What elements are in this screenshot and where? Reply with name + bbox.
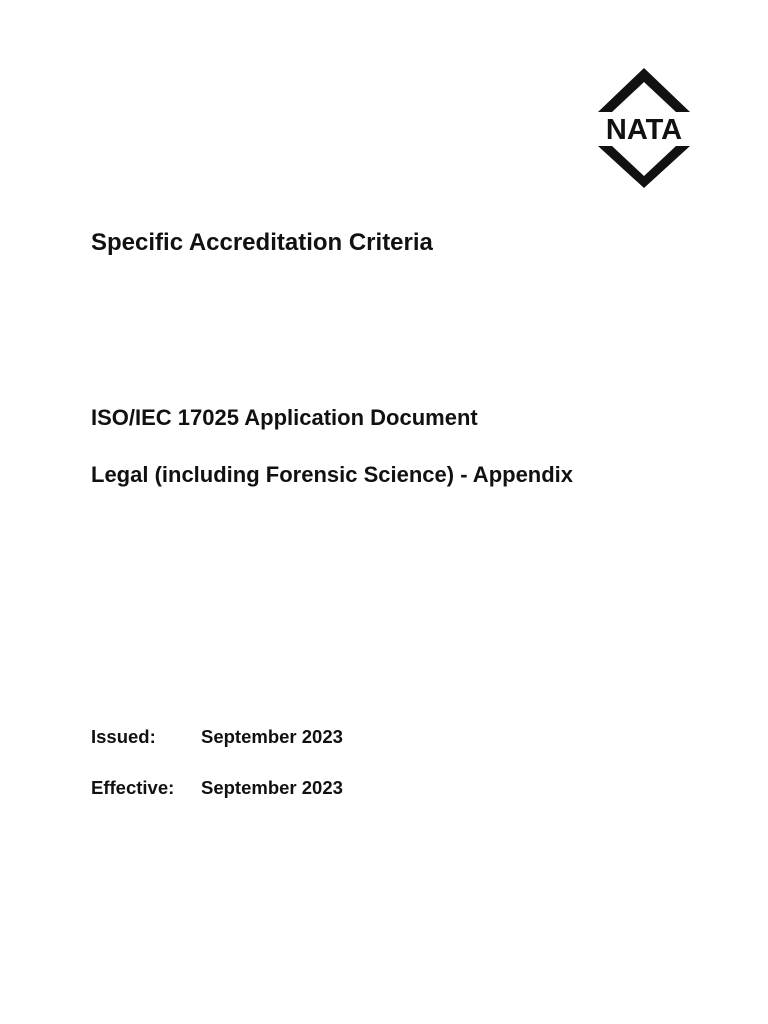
document-subtitle-appendix: Legal (including Forensic Science) - Appendix: [91, 462, 574, 487]
issued-value: September 2023: [201, 726, 343, 747]
logo-text: NATA: [605, 114, 683, 146]
effective-row: [91, 777, 343, 799]
nata-diamond-icon: [588, 66, 700, 190]
document-subtitle-standard: ISO/IEC 17025 Application Document: [91, 405, 478, 430]
document-title: Specific Accreditation Criteria: [91, 229, 433, 256]
nata-logo: [588, 66, 700, 190]
issued-label: Issued:: [91, 726, 156, 747]
effective-value: September 2023: [201, 777, 343, 798]
effective-label: Effective:: [91, 777, 175, 798]
issued-row: [91, 726, 343, 748]
